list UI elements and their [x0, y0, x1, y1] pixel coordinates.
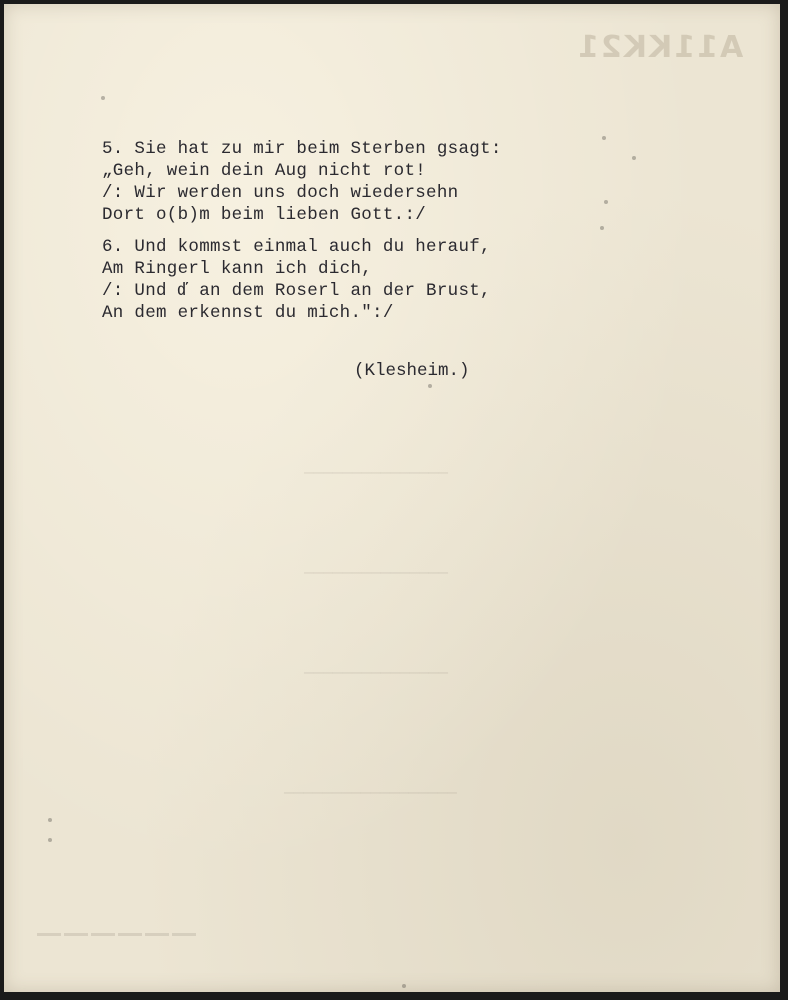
paper-speck — [604, 200, 608, 204]
verse-line: 6. Und kommst einmal auch du herauf, — [102, 237, 491, 257]
verse-line: An dem erkennst du mich.":/ — [102, 303, 394, 323]
paper-speck — [602, 136, 606, 140]
verse-6 — [102, 236, 491, 324]
paper-speck — [48, 818, 52, 822]
archive-stamp: A11KK21 — [576, 30, 744, 65]
verse-line: /: Wir werden uns doch wiedersehn — [102, 183, 459, 203]
verse-line: /: Und ď an dem Roserl an der Brust, — [102, 281, 491, 301]
show-through-text: ――――――――――――――― — [304, 464, 449, 482]
verse-line: Dort o(b)m beim lieben Gott.:/ — [102, 205, 427, 225]
author-attribution: (Klesheim.) — [354, 361, 470, 381]
show-through-stamp: ―――――― — [34, 919, 196, 947]
paper-speck — [48, 838, 52, 842]
show-through-text: ――――――――――――――― — [304, 664, 449, 682]
document-page — [4, 4, 780, 992]
show-through-text: ―――――――――――――――――― — [284, 784, 457, 802]
verse-5 — [102, 138, 502, 226]
paper-speck — [101, 96, 105, 100]
paper-speck — [632, 156, 636, 160]
show-through-text: ――――――――――――――― — [304, 564, 449, 582]
paper-speck — [600, 226, 604, 230]
verse-line: 5. Sie hat zu mir beim Sterben gsagt: — [102, 139, 502, 159]
paper-speck — [428, 384, 432, 388]
paper-speck — [402, 984, 406, 988]
verse-line: Am Ringerl kann ich dich, — [102, 259, 373, 279]
verse-line: „Geh, wein dein Aug nicht rot! — [102, 161, 427, 181]
